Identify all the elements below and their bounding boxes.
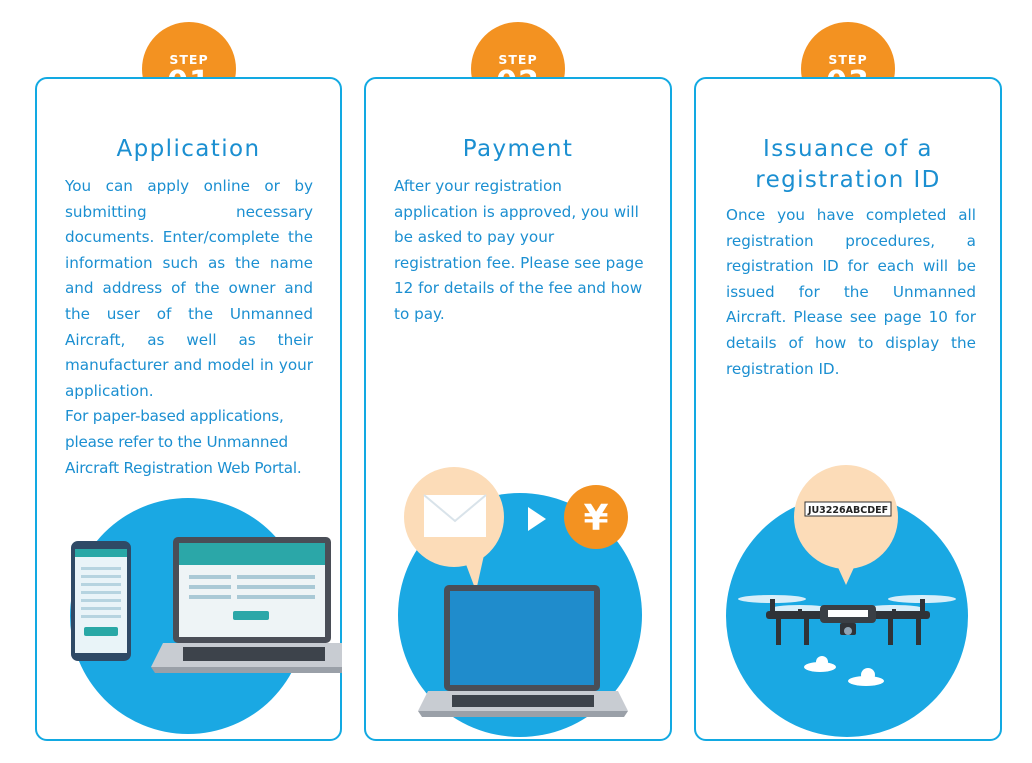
step-title: Application (116, 136, 261, 162)
step-title: Payment (462, 136, 574, 162)
step-description (65, 174, 313, 481)
step-label: STEP (169, 52, 209, 67)
paragraph: For paper-based applications, please refer to the Unmanned Aircraft Registration Web Portal. (65, 407, 302, 477)
step-label: STEP (828, 52, 868, 67)
yen-sign: ¥ (583, 498, 609, 539)
step-title-line-2: registration ID (755, 167, 941, 193)
drone-illustration (696, 459, 1002, 741)
step-description (394, 174, 644, 328)
paragraph: Once you have completed all registration procedures, a registration ID for each will be issued for the Unmanned Aircraft. Please see page 10 for details of how to display the registration ID. (726, 206, 976, 378)
step-02-card (364, 77, 672, 741)
phone-laptop-illustration (37, 489, 342, 741)
step-title-line-1: Issuance of a (763, 136, 933, 162)
step-03-card (694, 77, 1002, 741)
paragraph: After your registration application is approved, you will be asked to pay your registration fee. Please see page 12 for details of the fee and how to pay. (394, 177, 644, 323)
registration-id-label: JU3226ABCDEF (807, 505, 889, 516)
payment-illustration (366, 459, 672, 741)
step-description (726, 203, 976, 382)
step-label: STEP (498, 52, 538, 67)
paragraph: You can apply online or by submitting necessary documents. Enter/complete the information such as the name and address of the owner and the user of the Unmanned Aircraft, as well as their manufacturer and model in your application. (65, 177, 313, 400)
step-01-card (35, 77, 342, 741)
